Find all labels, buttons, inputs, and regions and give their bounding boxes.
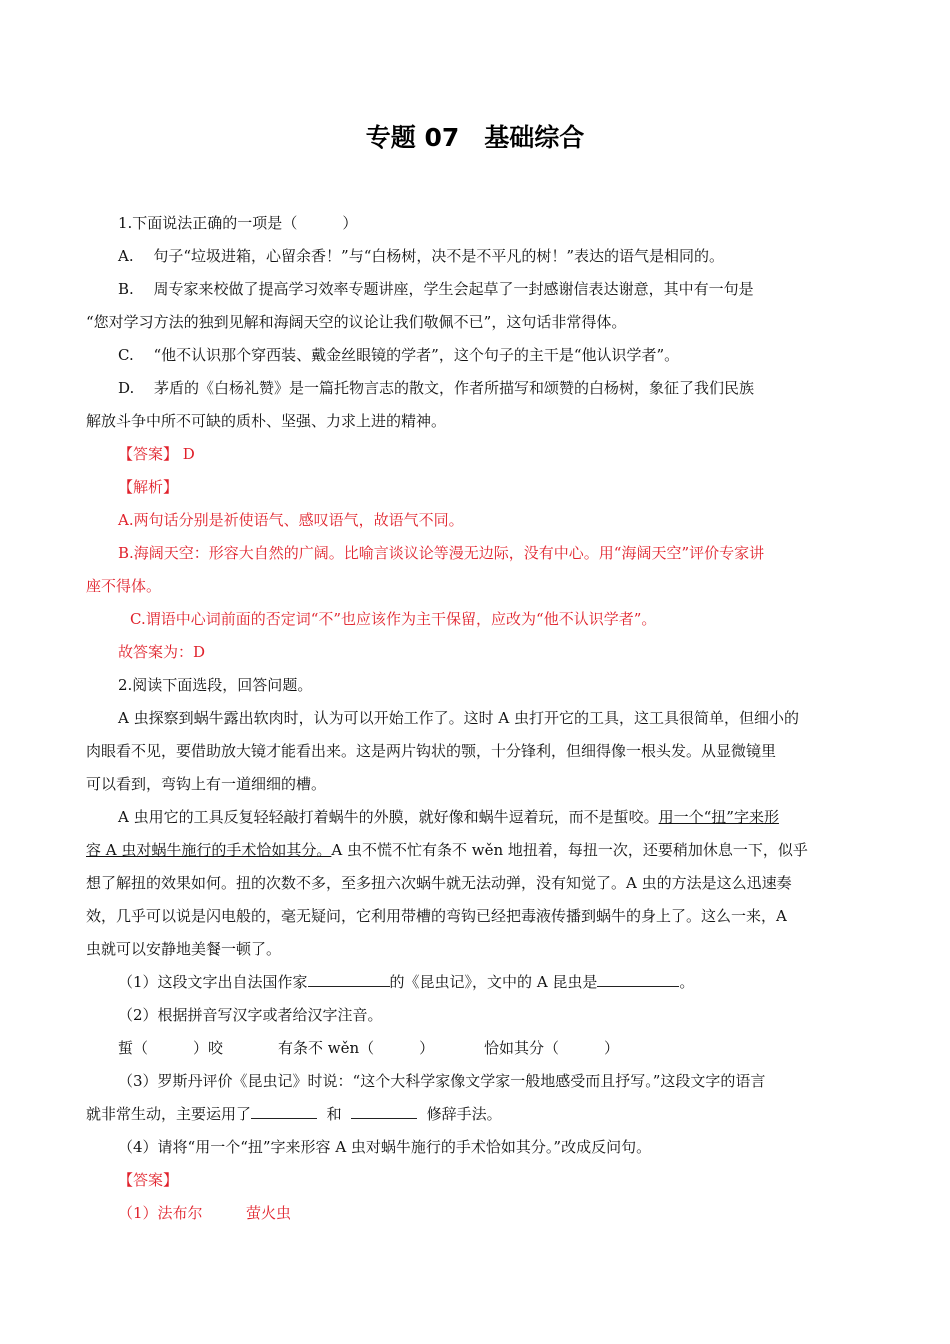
q1-answer [118,443,195,465]
subquestion-text: 修辞手法。 [426,1105,502,1123]
q1-option-a: A. 句子“垃圾进箱，心留余香！”与“白杨树，决不是不平凡的树！”表达的语气是相同的。 [118,247,725,265]
q1-stem: 1.下面说法正确的一项是（ ） [118,214,358,232]
q2-answer-label: 【答案】 [118,1171,179,1189]
answer-label: 【答案】 [118,445,179,463]
passage-p2-line5: 虫就可以安静地美餐一顿了。 [86,940,282,958]
pinyin-item-1: 蜇（ ）咬 [118,1039,224,1057]
passage-p2-line2 [86,839,808,861]
passage-p2-line3: 想了解扭的效果如何。扭的次数不多，至多扭六次蜗牛就无法动弹，没有知觉了。A 虫的方法是这么迅速奏 [86,874,792,892]
subquestion-1 [118,971,694,993]
passage-p2-line4: 效，几乎可以说是闪电般的，毫无疑问，它利用带槽的弯钩已经把毒液传播到蜗牛的身上了。这么一来，A [86,907,787,925]
subquestion-text: 的《昆虫记》，文中的 A 昆虫是 [389,973,598,991]
pinyin-item-2: 有条不 wěn（ ） [278,1039,435,1057]
underlined-sentence: 容 A 虫对蜗牛施行的手术恰如其分。 [86,841,332,859]
fill-blank [308,972,390,987]
passage-text: A 虫用它的工具反复轻轻敲打着蜗牛的外膜，就好像和蜗牛逗着玩，而不是蜇咬。 [118,808,659,826]
passage-p1-line2: 肉眼看不见，要借助放大镜才能看出来。这是两片钩状的颚，十分锋利，但细得像一根头发。从显微镜里 [86,742,777,760]
underlined-sentence: 用一个“扭”字来形 [658,808,779,826]
subquestion-text: 就非常生动，主要运用了 [86,1105,252,1123]
passage-text: A 虫不慌不忙有条不 wěn 地扭着，每扭一次，还要稍加休息一下，似乎 [331,841,808,859]
fill-blank [351,1104,417,1119]
analysis-b-line2: 座不得体。 [86,577,162,595]
page-title: 专题 07 基础综合 [365,123,585,152]
q1-option-b-line2: “您对学习方法的独到见解和海阔天空的议论让我们敬佩不已”，这句话非常得体。 [86,313,627,331]
subquestion-text: （1）这段文字出自法国作家 [118,973,308,991]
subquestion-3-line2 [86,1103,502,1125]
answer-value: D [182,445,195,463]
subquestion-text: 和 [326,1105,342,1123]
subquestion-4: （4）请将“用一个“扭”字来形容 A 虫对蜗牛施行的手术恰如其分。”改成反问句。 [118,1138,652,1156]
analysis-c: C.谓语中心词前面的否定词“不”也应该作为主干保留，应改为“他不认识学者”。 [130,610,657,628]
analysis-label: 【解析】 [118,478,179,496]
q1-option-b-line1: B. 周专家来校做了提高学习效率专题讲座，学生会起草了一封感谢信表达谢意，其中有一句是 [118,280,754,298]
q1-option-d-line1: D. 茅盾的《白杨礼赞》是一篇托物言志的散文，作者所描写和颂赞的白杨树，象征了我们民族 [118,379,755,397]
analysis-a: A.两句话分别是祈使语气、感叹语气，故语气不同。 [118,511,464,529]
q1-option-c: C. “他不认识那个穿西装、戴金丝眼镜的学者”，这个句子的主干是“他认识学者”。 [118,346,680,364]
q1-option-d-line2: 解放斗争中所不可缺的质朴、坚强、力求上进的精神。 [86,412,447,430]
passage-p2-line1 [118,806,779,828]
q2-answer-1a: （1）法布尔 [118,1204,203,1222]
q2-stem: 2.阅读下面选段，回答问题。 [118,676,313,694]
final-answer: 故答案为：D [118,643,206,661]
q2-answer-1b: 萤火虫 [246,1204,292,1222]
subquestion-2: （2）根据拼音写汉字或者给汉字注音。 [118,1006,383,1024]
fill-blank [597,972,679,987]
analysis-b-line1: B.海阔天空：形容大自然的广阔。比喻言谈议论等漫无边际，没有中心。用“海阔天空”评价专家讲 [118,544,765,562]
subquestion-text: 。 [679,973,695,991]
passage-p1-line3: 可以看到，弯钩上有一道细细的槽。 [86,775,327,793]
subquestion-3-line1: （3）罗斯丹评价《昆虫记》时说：“这个大科学家像文学家一般地感受而且抒写。”这段文字的语言 [118,1072,766,1090]
pinyin-item-3: 恰如其分（ ） [484,1039,620,1057]
passage-p1-line1: A 虫探察到蜗牛露出软肉时，认为可以开始工作了。这时 A 虫打开它的工具，这工具很简单，但细小的 [118,709,799,727]
fill-blank [251,1104,317,1119]
